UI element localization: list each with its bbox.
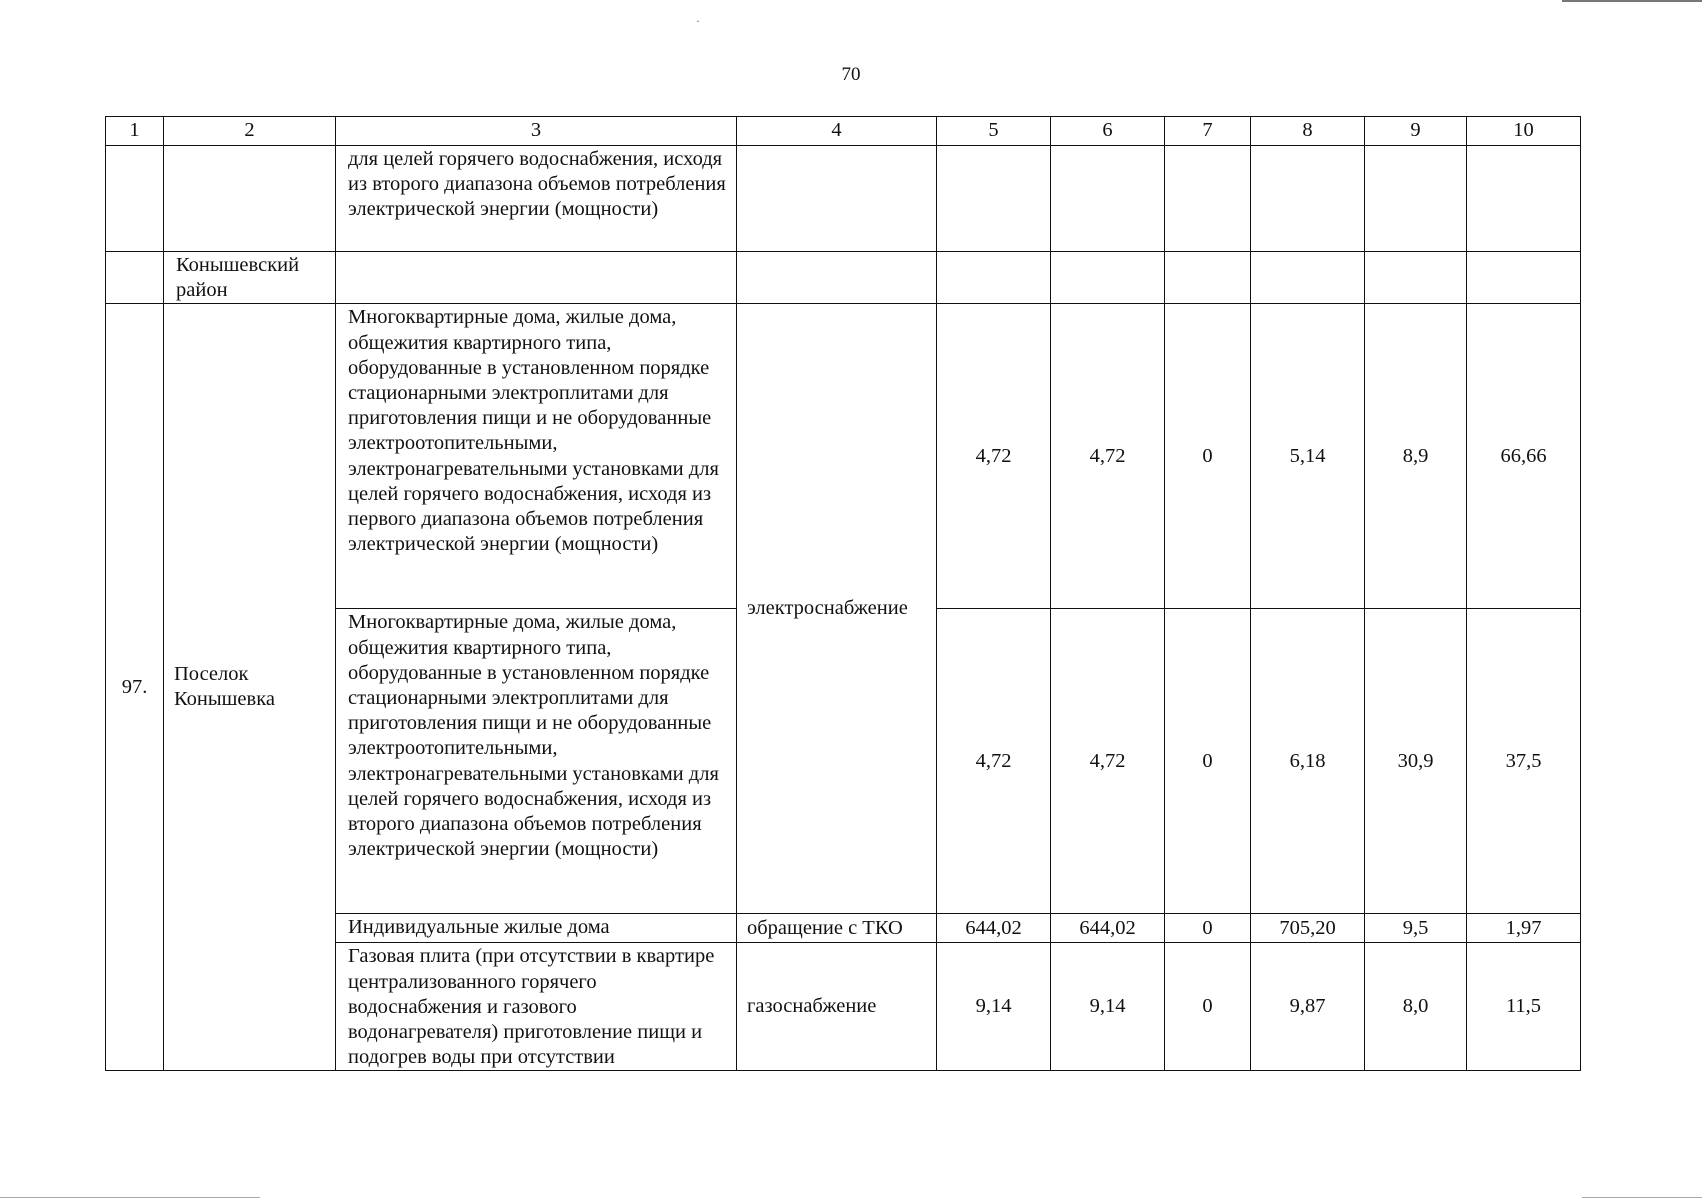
continuation-row — [106, 146, 1581, 252]
value-col-10: 11,5 — [1467, 943, 1581, 1071]
col-header-7: 7 — [1165, 117, 1251, 146]
cell-empty — [1051, 252, 1165, 304]
col-header-1: 1 — [106, 117, 164, 146]
value-col-9: 8,9 — [1365, 304, 1467, 609]
value-col-6: 9,14 — [1051, 943, 1165, 1071]
column-number-row — [106, 117, 1581, 146]
value-col-10: 37,5 — [1467, 609, 1581, 914]
cell-empty — [1365, 146, 1467, 252]
cell-empty — [106, 252, 164, 304]
cell-empty — [1467, 252, 1581, 304]
col-header-4: 4 — [737, 117, 937, 146]
cell-empty — [1251, 252, 1365, 304]
cell-empty — [737, 146, 937, 252]
value-col-5: 9,14 — [937, 943, 1051, 1071]
district-row — [106, 252, 1581, 304]
consumer-description: Индивидуальные жилые дома — [336, 914, 737, 943]
value-col-8: 5,14 — [1251, 304, 1365, 609]
consumer-description: Многоквартирные дома, жилые дома, общежития квартирного типа, оборудованные в установленном порядке стационарными электроплитами для приготовления пищи и не оборудованные электроотопительными, электронагревательными установками для целей горячего водоснабжения, исходя из второго диапазона объемов потребления электрической энергии (мощности) — [336, 609, 737, 914]
col-header-5: 5 — [937, 117, 1051, 146]
value-col-10: 1,97 — [1467, 914, 1581, 943]
col-header-9: 9 — [1365, 117, 1467, 146]
cell-empty — [1467, 146, 1581, 252]
cell-empty — [336, 252, 737, 304]
value-col-9: 8,0 — [1365, 943, 1467, 1071]
continuation-description: для целей горячего водоснабжения, исходя из второго диапазона объемов потребления электрической энергии (мощности) — [336, 146, 737, 252]
value-col-5: 4,72 — [937, 304, 1051, 609]
utility-type: обращение с ТКО — [737, 914, 937, 943]
value-col-8: 705,20 — [1251, 914, 1365, 943]
cell-empty — [1051, 146, 1165, 252]
col-header-6: 6 — [1051, 117, 1165, 146]
value-col-8: 9,87 — [1251, 943, 1365, 1071]
value-col-5: 644,02 — [937, 914, 1051, 943]
value-col-8: 6,18 — [1251, 609, 1365, 914]
value-col-10: 66,66 — [1467, 304, 1581, 609]
value-col-7: 0 — [1165, 609, 1251, 914]
value-col-7: 0 — [1165, 304, 1251, 609]
page-number: 70 — [841, 64, 861, 85]
cell-empty — [1165, 146, 1251, 252]
value-col-6: 4,72 — [1051, 609, 1165, 914]
value-col-9: 30,9 — [1365, 609, 1467, 914]
utility-type: газоснабжение — [737, 943, 937, 1071]
scan-dot: · — [696, 14, 700, 28]
cell-empty — [164, 146, 336, 252]
col-header-10: 10 — [1467, 117, 1581, 146]
settlement-name: Поселок Конышевка — [164, 304, 336, 1071]
value-col-6: 4,72 — [1051, 304, 1165, 609]
cell-empty — [1165, 252, 1251, 304]
district-name: Конышевский район — [164, 252, 336, 304]
consumer-description: Многоквартирные дома, жилые дома, общежития квартирного типа, оборудованные в установленном порядке стационарными электроплитами для приготовления пищи и не оборудованные электроотопительными, электронагревательными установками для целей горячего водоснабжения, исходя из первого диапазона объемов потребления электрической энергии (мощности) — [336, 304, 737, 609]
col-header-3: 3 — [336, 117, 737, 146]
row-index: 97. — [106, 304, 164, 1071]
cell-empty — [937, 146, 1051, 252]
cell-empty — [737, 252, 937, 304]
cell-empty — [1251, 146, 1365, 252]
scan-edge-line — [1582, 1197, 1702, 1198]
cell-empty — [937, 252, 1051, 304]
tariff-table — [105, 116, 1581, 1071]
utility-type: электроснабжение — [737, 304, 937, 914]
col-header-8: 8 — [1251, 117, 1365, 146]
scan-edge-line — [1562, 0, 1702, 2]
value-col-5: 4,72 — [937, 609, 1051, 914]
tariff-row-1 — [106, 304, 1581, 609]
value-col-9: 9,5 — [1365, 914, 1467, 943]
consumer-description: Газовая плита (при отсутствии в квартире централизованного горячего водоснабжения и газового водонагревателя) приготовление пищи и подогрев воды при отсутствии — [336, 943, 737, 1071]
value-col-7: 0 — [1165, 943, 1251, 1071]
cell-empty — [106, 146, 164, 252]
value-col-6: 644,02 — [1051, 914, 1165, 943]
cell-empty — [1365, 252, 1467, 304]
value-col-7: 0 — [1165, 914, 1251, 943]
scan-edge-line — [0, 1197, 260, 1198]
col-header-2: 2 — [164, 117, 336, 146]
